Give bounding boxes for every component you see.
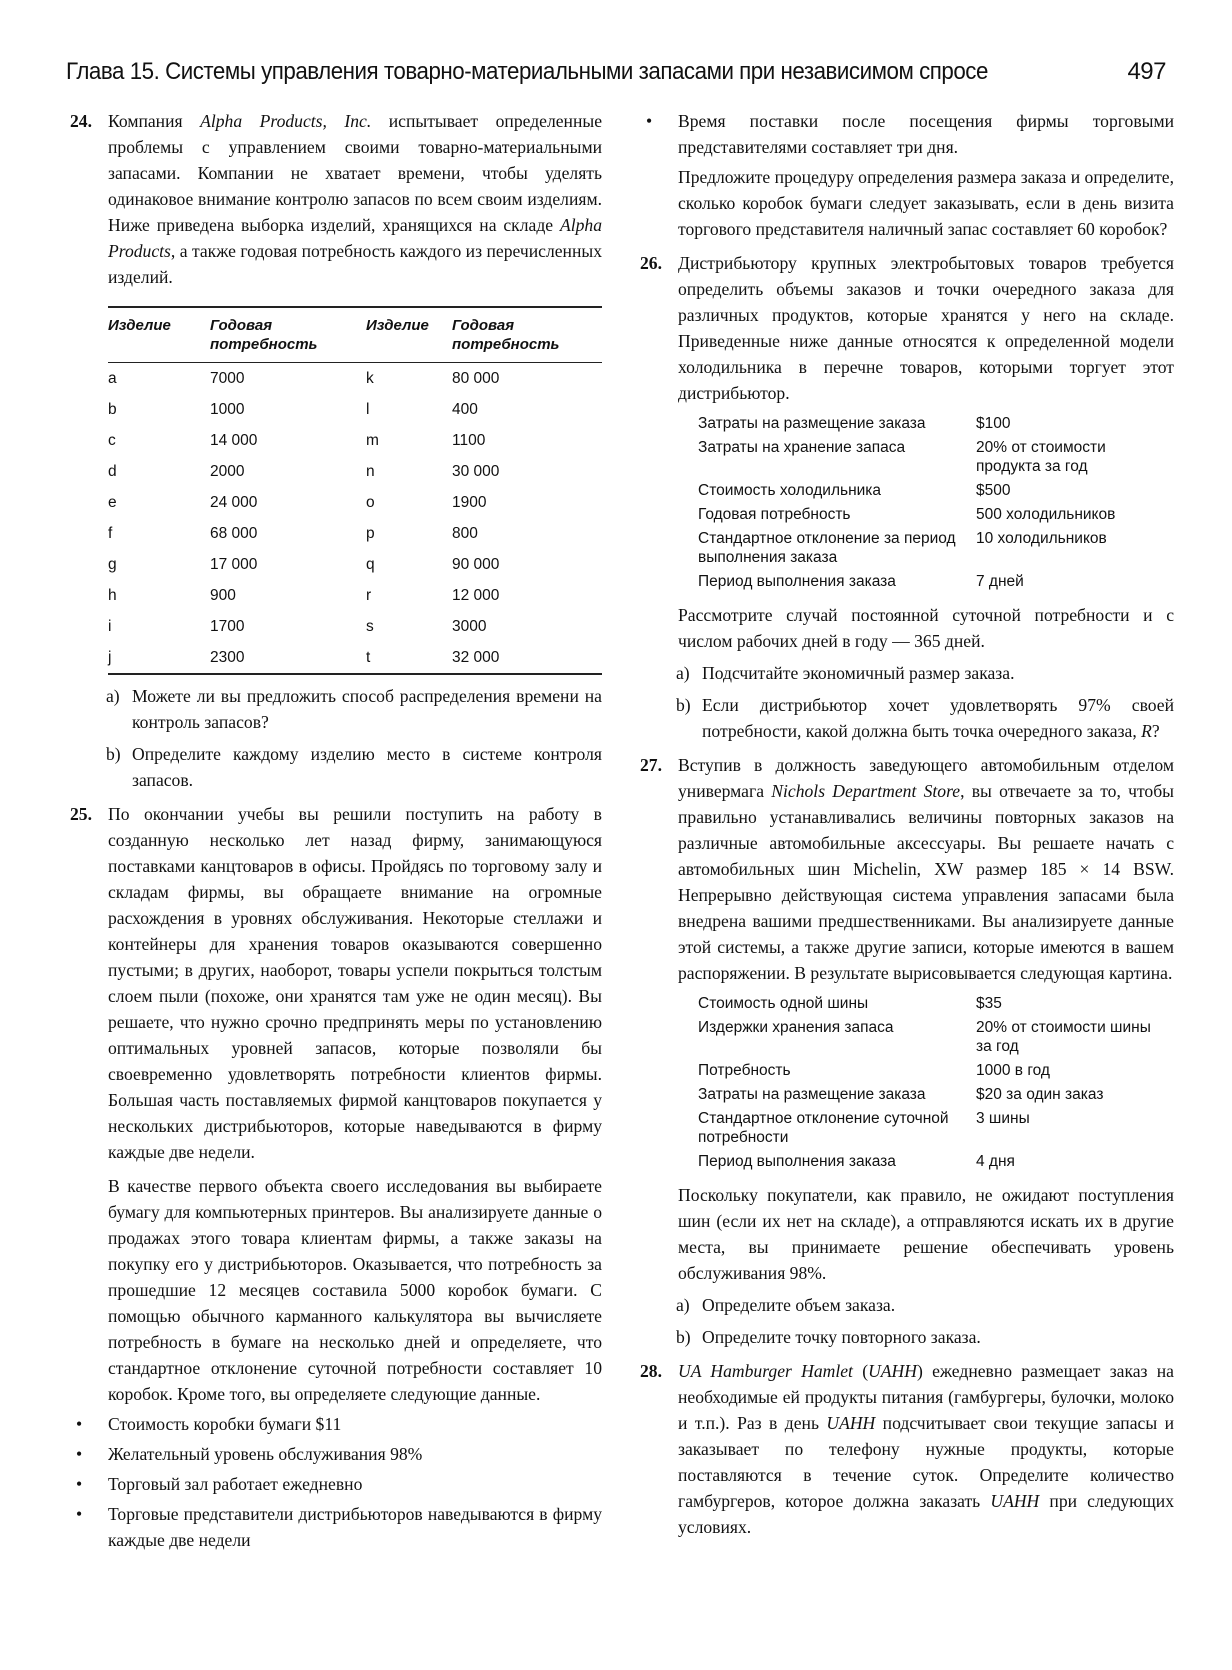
question-27b: b) Определите точку повторного заказа.	[676, 1327, 981, 1347]
param-name: Потребность	[698, 1062, 791, 1079]
param-name: Затраты на размещение заказа	[698, 1086, 926, 1103]
table-cell: t	[366, 648, 371, 666]
param-row	[698, 1150, 1156, 1174]
bullet-item: • Торговый зал работает ежедневно	[70, 1471, 602, 1497]
table-row	[108, 363, 602, 395]
column-header: Годовая потребность	[452, 317, 560, 353]
problem-26: 26. Дистрибьютору крупных электробытовых товаров требуется определить объемы заказов и точки очередного заказа для различных продуктов, которые хранятся у него на складе. Приведенные ниже данные относятся к определенной модели холодильника в перечне товаров, которыми торгует этот дистрибьютор.	[640, 250, 1174, 406]
table-cell: 800	[452, 524, 478, 542]
table-cell: 17 000	[210, 555, 258, 573]
table-row	[108, 642, 602, 674]
items-demand-table	[108, 306, 602, 675]
table-cell: 24 000	[210, 493, 258, 511]
table-cell: 68 000	[210, 524, 258, 542]
table-cell: f	[108, 524, 113, 542]
param-row	[698, 1059, 1156, 1083]
table-cell: 32 000	[452, 648, 500, 666]
param-value: $100	[976, 415, 1011, 432]
company-name: Alpha Products, Inc.	[200, 111, 372, 131]
param-value: 10 холодильников	[976, 530, 1107, 547]
table-cell: g	[108, 555, 117, 573]
param-name: Период выполнения заказа	[698, 1153, 896, 1170]
question-24b: b) Определите каждому изделию место в системе контроля запасов.	[106, 744, 602, 790]
running-header	[66, 52, 1166, 92]
refrigerator-params-table	[698, 412, 1156, 594]
param-value: $20 за один заказ	[976, 1086, 1104, 1103]
question-26a: a) Подсчитайте экономичный размер заказа.	[676, 663, 1015, 683]
problem-24: 24. Компания Alpha Products, Inc. испытывает определенные проблемы с управлением своими товарно-материальными запасами. Компании не хватает времени, чтобы уделять одинаковое внимание контролю запасов по всем своим изделиям. Ниже приведена выборка изделий, хранящихся на складе Alpha Products, а также годовая потребность каждого из перечисленных изделий.	[70, 108, 602, 290]
table-cell: 30 000	[452, 462, 500, 480]
company-name-short: Alpha Products	[108, 215, 602, 261]
table-cell: 7000	[210, 369, 245, 387]
param-name: Издержки хранения запаса	[698, 1019, 894, 1036]
param-name: Затраты на хранение запаса	[698, 439, 906, 456]
table-cell: l	[366, 400, 370, 418]
problem-number: 28.	[640, 1361, 662, 1381]
table-row	[108, 394, 602, 425]
param-value: 7 дней	[976, 573, 1024, 590]
table-cell: 80 000	[452, 369, 500, 387]
column-header: Изделие	[366, 317, 429, 334]
question-24a: a) Можете ли вы предложить способ распределения времени на контроль запасов?	[106, 686, 602, 732]
param-name: Период выполнения заказа	[698, 573, 896, 590]
table-cell: h	[108, 586, 117, 604]
table-row	[108, 518, 602, 549]
column-header: Изделие	[108, 317, 171, 334]
param-name: Стоимость холодильника	[698, 482, 882, 499]
problem-25: 25. По окончании учебы вы решили поступить на работу в созданную несколько лет назад фирму, занимающуюся поставками канцтоваров в офисы. Пройдясь по торговому залу и складам фирмы, вы обращаете внимание на огромные расхождения в уровнях обслуживания. Некоторые стеллажи и контейнеры для хранения товаров оказываются совершенно пустыми; в других, наоборот, товары успели покрыться толстым слоем пыли (похоже, они хранятся там уже не один месяц). Вы решаете, что нужно срочно предпринять меры по установлению оптимальных уровней запасов, которые позволяли бы своевременно удовлетворять потребности клиентов фирмы. Большая часть поставляемых фирмой канцтоваров покупается у нескольких дистрибьюторов, которые наведываются в фирму каждые две недели.	[70, 801, 602, 1165]
table-cell: o	[366, 493, 375, 511]
param-row	[698, 479, 1156, 503]
table-cell: 1900	[452, 493, 487, 511]
table-cell: c	[108, 431, 116, 449]
table-cell: a	[108, 369, 117, 387]
table-cell: j	[108, 648, 112, 666]
table-cell: 1700	[210, 617, 245, 635]
table-cell: d	[108, 462, 117, 480]
param-row	[698, 436, 1156, 479]
param-name: Стоимость одной шины	[698, 995, 869, 1012]
param-value: 3 шины	[976, 1110, 1030, 1127]
tire-params-table	[698, 992, 1156, 1174]
chapter-title: Глава 15. Системы управления товарно-материальными запасами при независимом спросе	[66, 58, 988, 85]
column-header: Годовая потребность	[210, 317, 318, 353]
problem-number: 25.	[70, 804, 92, 824]
table-cell: q	[366, 555, 375, 573]
table-cell: 2000	[210, 462, 245, 480]
problem-25-question: Предложите процедуру определения размера заказа и определите, сколько коробок бумаги следует заказывать, если в день визита торгового представителя наличный запас составляет 60 коробок?	[678, 167, 1174, 239]
bullet-icon: •	[76, 1504, 83, 1524]
param-row	[698, 570, 1156, 594]
table-row	[108, 487, 602, 518]
param-value: 500 холодильников	[976, 506, 1116, 523]
param-row	[698, 1016, 1156, 1059]
problem-number: 27.	[640, 755, 662, 775]
table-cell: b	[108, 400, 117, 418]
bullet-item: • Торговые представители дистрибьюторов наведываются в фирму каждые две недели	[70, 1501, 602, 1553]
problem-27: 27. Вступив в должность заведующего автомобильным отделом универмага Nichols Department Store, вы отвечаете за то, чтобы правильно устанавливались величины повторных заказов на различные автомобильные аксессуары. Вы решаете начать с автомобильных шин Michelin, XW размер 185 × 14 BSW. Непрерывно действующая система управления запасами была внедрена вашими предшественниками. Вы анализируете данные этой системы, а также другие записи, которые имеются в вашем распоряжении. В результате вырисовывается следующая картина.	[640, 752, 1174, 986]
bullet-icon: •	[76, 1414, 83, 1434]
bullet-item: • Желательный уровень обслуживания 98%	[70, 1441, 602, 1467]
problem-27-note: Поскольку покупатели, как правило, не ожидают поступления шин (если их нет на складе), а отправляются искать их в другие места, вы принимаете решение обеспечивать уровень обслуживания 98%.	[678, 1185, 1174, 1283]
table-cell: 1100	[452, 431, 486, 449]
table-cell: p	[366, 524, 375, 542]
table-cell: 3000	[452, 617, 487, 635]
param-name: Стандартное отклонение за период выполнения заказа	[698, 530, 956, 566]
table-row	[108, 580, 602, 611]
problem-26-note: Рассмотрите случай постоянной суточной потребности и с числом рабочих дней в году — 365 дней.	[678, 605, 1174, 651]
restaurant-name: UA Hamburger Hamlet	[678, 1361, 853, 1381]
bullet-icon: •	[646, 111, 653, 131]
param-name: Затраты на размещение заказа	[698, 415, 926, 432]
param-row	[698, 1083, 1156, 1107]
question-26b: b) Если дистрибьютор хочет удовлетворять 97% своей потребности, какой должна быть точка очередного заказа, R?	[676, 695, 1174, 741]
param-row	[698, 527, 1156, 570]
table-header-row	[108, 307, 602, 363]
table-cell: e	[108, 493, 117, 511]
problem-28: 28. UA Hamburger Hamlet (UAHH) ежедневно размещает заказ на необходимые ей продукты питания (гамбургеры, булочки, молоко и т.п.). Раз в день UAHH подсчитывает свои текущие запасы и заказывает по телефону нужные продукты, которые поставляются в течение суток. Определите количество гамбургеров, которое должна заказать UAHH при следующих условиях.	[640, 1358, 1174, 1540]
param-value: $500	[976, 482, 1011, 499]
table-cell: 12 000	[452, 586, 500, 604]
param-name: Годовая потребность	[698, 506, 851, 523]
param-value: 20% от стоимости продукта за год	[976, 439, 1106, 475]
bullet-item: • Стоимость коробки бумаги $11	[70, 1411, 602, 1437]
param-row	[698, 503, 1156, 527]
table-cell: 14 000	[210, 431, 258, 449]
question-27a: a) Определите объем заказа.	[676, 1295, 896, 1315]
table-row	[108, 611, 602, 642]
bullet-item: • Время поставки после посещения фирмы торговыми представителями составляет три дня.	[640, 108, 1174, 160]
table-cell: 1000	[210, 400, 245, 418]
table-cell: n	[366, 462, 375, 480]
param-row	[698, 412, 1156, 436]
table-cell: 90 000	[452, 555, 500, 573]
table-cell: s	[366, 617, 374, 635]
param-value: $35	[976, 995, 1002, 1012]
bullet-icon: •	[76, 1474, 83, 1494]
table-row	[108, 456, 602, 487]
table-cell: k	[366, 369, 374, 387]
table-cell: 900	[210, 586, 236, 604]
param-value: 1000 в год	[976, 1062, 1050, 1079]
table-cell: r	[366, 586, 372, 604]
problem-number: 24.	[70, 111, 92, 131]
param-name: Стандартное отклонение суточной потребности	[698, 1110, 949, 1146]
right-column	[640, 108, 1174, 1540]
table-row	[108, 549, 602, 580]
bullet-icon: •	[76, 1444, 83, 1464]
store-name: Nichols Department Store	[771, 781, 961, 801]
table-cell: m	[366, 431, 379, 449]
param-row	[698, 1107, 1156, 1150]
table-cell: 400	[452, 400, 478, 418]
param-row	[698, 992, 1156, 1016]
table-cell: i	[108, 617, 112, 635]
table-cell: 2300	[210, 648, 245, 666]
param-value: 4 дня	[976, 1153, 1015, 1170]
problem-25-paragraph-2: В качестве первого объекта своего исследования вы выбираете бумагу для компьютерных принтеров. Вы анализируете данные о продажах этого товара клиентам фирмы, а также заказы на покупку его у дистрибьюторов. Оказывается, что потребность за прошедшие 12 месяцев составила 5000 коробок бумаги. С помощью обычного карманного калькулятора вы вычисляете потребность в бумаге на несколько дней и определяете, что стандартное отклонение суточной потребности составляет 10 коробок. Кроме того, вы определяете следующие данные.	[108, 1176, 602, 1404]
param-value: 20% от стоимости шины за год	[976, 1019, 1151, 1055]
problem-number: 26.	[640, 253, 662, 273]
left-column	[70, 108, 602, 1553]
page-number: 497	[1127, 58, 1166, 85]
table-row	[108, 425, 602, 456]
